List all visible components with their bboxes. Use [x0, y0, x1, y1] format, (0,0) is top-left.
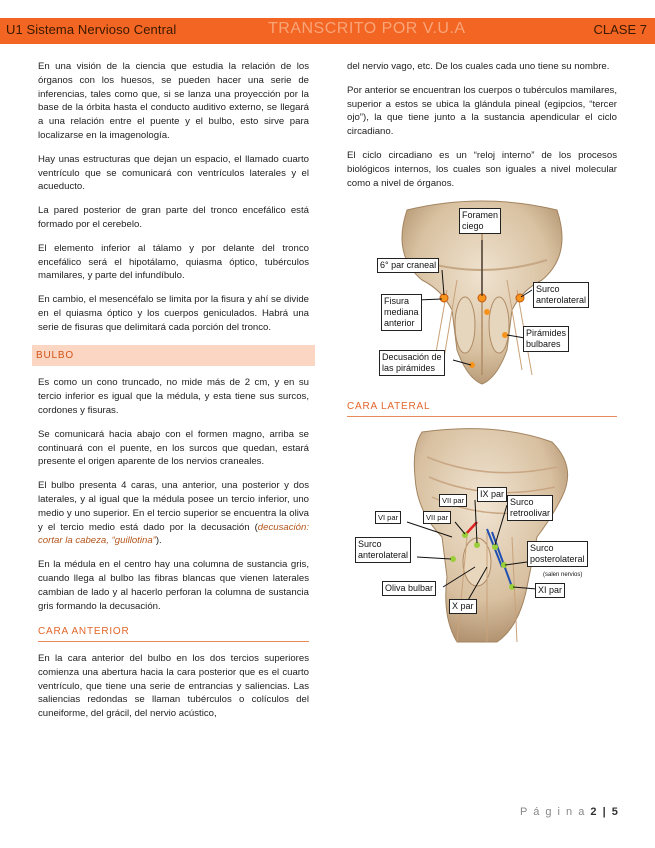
- label-surco-anterolateral: Surco anterolateral: [355, 537, 411, 563]
- label-foramen-ciego: Foramen ciego: [459, 208, 501, 234]
- label-vi-par: VI par: [375, 511, 401, 524]
- paragraph: Hay unas estructuras que dejan un espacio, el llamado cuarto ventrículo que se comunicará con ventrículos laterales y el acueducto.: [38, 153, 309, 193]
- section-heading-bulbo: BULBO: [32, 345, 315, 367]
- label-piramides-bulbares: Pirámides bulbares: [523, 326, 569, 352]
- paragraph: En una visión de la ciencia que estudia la relación de los órganos con los huesos, se pueden hacer una serie de inferencias, tales como que, si se lanza una proyección por la base de la órbita hasta el conducto auditivo externo, se llegará a una relación entre el puente y el bulbo, esto sirve para localizarse en la imagenología.: [38, 61, 309, 141]
- page-number: 2 | 5: [590, 806, 620, 818]
- transcriber-title: TRANSCRITO POR V.U.A: [268, 20, 466, 37]
- paragraph: El bulbo presenta 4 caras, una anterior, una posterior y dos laterales, y al igual que la médula posee un tercio inferior, uno medio y uno superior. En el tercio superior se encuentra la oliva y el tercio medio está dado por la decusación (decusación: cortar la cabeza, “guillotina”).: [38, 480, 309, 547]
- class-number: CLASE 7: [593, 22, 647, 37]
- label-vii-par-top: VII par: [439, 494, 467, 507]
- brainstem-lateral-figure: [347, 427, 617, 647]
- label-x-par: X par: [449, 599, 477, 614]
- paragraph: En la médula en el centro hay una columna de sustancia gris, cuando llega al bulbo las fibras blancas que vienen laterales cambian de lado y al hacerlo perforan la columna de sustancia gris formando la decusación.: [38, 559, 309, 612]
- label-ix-par: IX par: [477, 487, 507, 502]
- brainstem-anterior-figure: [347, 200, 617, 386]
- label-decusacion-piramides: Decusación de las pirámides: [379, 350, 445, 376]
- label-fisura-mediana-anterior: Fisura mediana anterior: [381, 294, 422, 331]
- right-column: [347, 60, 617, 647]
- label-surco-retroolivar: Surco retroolivar: [507, 495, 553, 521]
- label-salen-nervios: (salen nervios): [543, 572, 583, 579]
- label-vii-par: VII par: [423, 511, 451, 524]
- label-xi-par: XI par: [535, 583, 565, 598]
- course-title: U1 Sistema Nervioso Central: [6, 22, 177, 37]
- decusacion-note: decusación: cortar la cabeza, “guillotina”: [38, 521, 309, 547]
- paragraph: El ciclo circadiano es un “reloj interno” de los procesos biológicos internos, los cuales son iguales a nivel molecular como a nivel de órganos.: [347, 149, 617, 189]
- paragraph: El elemento inferior al tálamo y por delante del tronco encefálico será el hipotálamo, quiasma óptico, tubérculos mamilares, y parte del infundíbulo.: [38, 242, 309, 282]
- page-header: [0, 18, 655, 44]
- page-footer: [520, 806, 619, 818]
- label-oliva-bulbar: Oliva bulbar: [382, 581, 436, 596]
- paragraph: En la cara anterior del bulbo en los dos tercios superiores comienza una abertura hacia la cara posterior que es el cuarto ventrículo, que tiene una serie de entrancias y saliencias. Las saliencias redondas se llaman tubérculos o colículos del cuneiforme, del grácil, del nervio acústico,: [38, 653, 309, 720]
- label-6-par-craneal: 6° par craneal: [377, 258, 439, 273]
- page-label: P á g i n a: [520, 806, 586, 818]
- section-heading-cara-lateral: CARA LATERAL: [347, 400, 617, 417]
- paragraph: Se comunicará hacia abajo con el formen magno, arriba se continuará con el puente, en los surcos que quedan, estará presente el origen aparente de los nervios craneales.: [38, 428, 309, 468]
- label-surco-anterolateral: Surco anterolateral: [533, 282, 589, 308]
- paragraph: La pared posterior de gran parte del tronco encefálico está formado por el cerebelo.: [38, 205, 309, 230]
- paragraph: Es como un cono truncado, no mide más de 2 cm, y en su tercio inferior es igual que la médula, y esta tiene sus surcos, cordones y fisuras.: [38, 377, 309, 416]
- label-surco-posterolateral: Surco posterolateral: [527, 541, 588, 567]
- paragraph: En cambio, el mesencéfalo se limita por la fisura y ahí se divide en el quiasma óptico y los cuerpos geniculados. Habrá una serie de fisuras que delimitará cada porción del tronco.: [38, 294, 309, 333]
- section-heading-cara-anterior: CARA ANTERIOR: [38, 625, 309, 642]
- paragraph: del nervio vago, etc. De los cuales cada uno tiene su nombre.: [347, 61, 610, 72]
- left-column: [38, 60, 309, 731]
- paragraph: Por anterior se encuentran los cuerpos o tubérculos mamilares, superior a estos se ubica la glándula pineal (egipcios, “tercer ojo”), la que tiene junto a la sustancia apendicular el ciclo circadiano.: [347, 84, 617, 138]
